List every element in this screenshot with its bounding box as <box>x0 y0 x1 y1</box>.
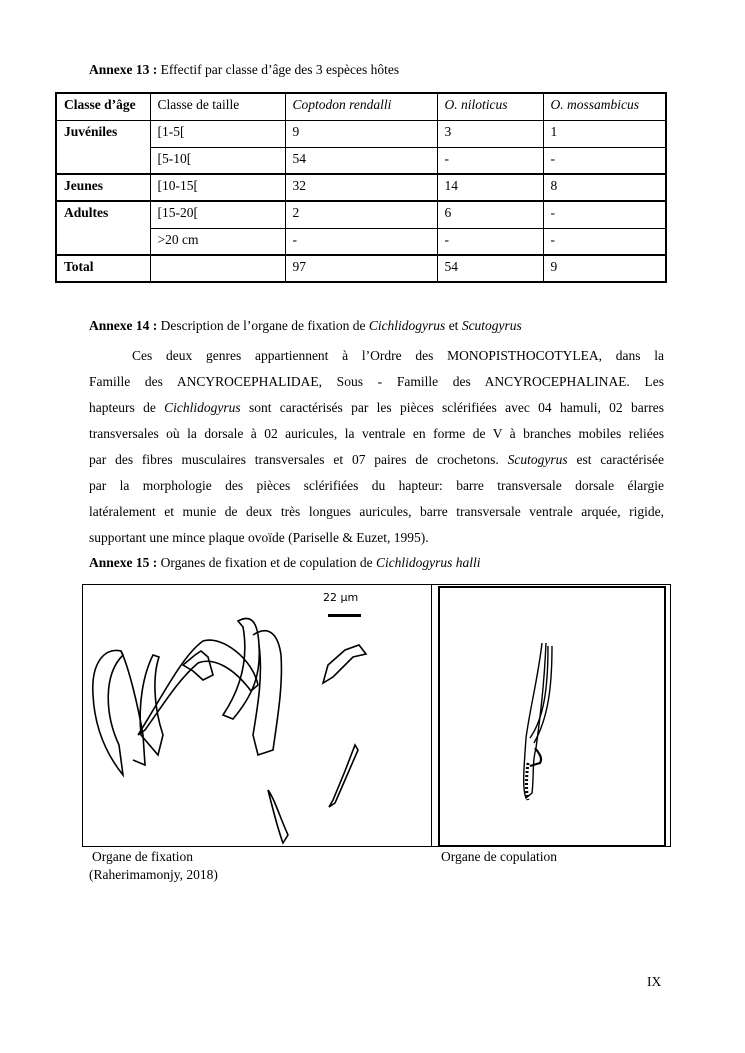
table-header-row <box>56 93 666 120</box>
size-cell: >20 cm <box>150 228 285 255</box>
annexe-label: Annexe 15 : <box>89 555 158 570</box>
age-cell: Juvéniles <box>56 120 150 174</box>
value-cell: - <box>285 228 437 255</box>
text: supportant une mince plaque ovoïde (Pariselle & Euzet, 1995). <box>89 530 429 545</box>
value-cell: 1 <box>543 120 666 147</box>
age-cell: Jeunes <box>56 174 150 201</box>
text: latéralement et munie de deux très longues auricules, barre transversale ventrale arquée, rigide, <box>89 504 664 519</box>
table-total-row <box>56 255 666 282</box>
size-cell: [1-5[ <box>150 120 285 147</box>
caption-fixation: Organe de fixation <box>92 849 193 864</box>
paragraph-line <box>89 397 664 423</box>
paragraph-line <box>89 475 664 501</box>
header-cell: Classe de taille <box>150 93 285 120</box>
size-cell: [10-15[ <box>150 174 285 201</box>
header-cell: Classe d’âge <box>56 93 150 120</box>
size-cell <box>150 255 285 282</box>
value-cell: 6 <box>437 201 543 228</box>
value-cell: 97 <box>285 255 437 282</box>
text: Famille des ANCYROCEPHALIDAE, Sous - Famille des ANCYROCEPHALINAE. Les <box>89 374 664 389</box>
annexe13-heading <box>89 62 399 78</box>
genus-name: Cichlidogyrus <box>164 400 241 415</box>
value-cell: 9 <box>543 255 666 282</box>
value-cell: - <box>543 201 666 228</box>
text: Ces deux genres appartiennent à l’Ordre des MONOPISTHOCOTYLEA, dans la <box>132 348 664 363</box>
value-cell: - <box>437 147 543 174</box>
header-cell: O. niloticus <box>437 93 543 120</box>
heading-genus: Scutogyrus <box>461 318 522 333</box>
copulation-organ-drawing <box>438 586 666 847</box>
genus-name: Scutogyrus <box>507 452 568 467</box>
paragraph-line <box>89 449 664 475</box>
header-cell: O. mossambicus <box>543 93 666 120</box>
annexe-label: Annexe 13 : <box>89 62 158 77</box>
value-cell: 3 <box>437 120 543 147</box>
heading-text: Organes de fixation et de copulation de <box>157 555 376 570</box>
table-row <box>56 174 666 201</box>
paragraph-line <box>89 423 664 449</box>
size-cell: [5-10[ <box>150 147 285 174</box>
value-cell: 14 <box>437 174 543 201</box>
fixation-organ-drawing <box>83 585 432 846</box>
age-cell: Adultes <box>56 201 150 255</box>
text: par des fibres musculaires transversales et 07 paires de crochetons. <box>89 452 508 467</box>
text: transversales où la dorsale à 02 auricules, la ventrale en forme de V à branches mobiles reliées <box>89 426 664 441</box>
text: par la morphologie des pièces sclérifiées du hapteur: barre transversale dorsale élargie <box>89 478 664 493</box>
value-cell: - <box>543 228 666 255</box>
paragraph-line <box>89 345 664 371</box>
value-cell: 2 <box>285 201 437 228</box>
caption-copulation: Organe de copulation <box>441 849 557 864</box>
heading-genus: Cichlidogyrus <box>368 318 446 333</box>
annexe15-heading <box>89 555 481 571</box>
value-cell: 54 <box>437 255 543 282</box>
value-cell: 54 <box>285 147 437 174</box>
text: sont caractérisés par les pièces sclérifiées avec 04 hamuli, 02 barres <box>240 400 664 415</box>
paragraph-line <box>89 527 664 553</box>
table-row <box>56 120 666 147</box>
value-cell: 8 <box>543 174 666 201</box>
age-cell: Total <box>56 255 150 282</box>
annexe14-heading <box>89 318 522 334</box>
annexe-label: Annexe 14 : <box>89 318 158 333</box>
heading-text: Description de l’organe de fixation de <box>157 318 369 333</box>
page-number: IX <box>647 974 662 989</box>
value-cell: 32 <box>285 174 437 201</box>
table-row <box>56 201 666 228</box>
value-cell: 9 <box>285 120 437 147</box>
value-cell: - <box>543 147 666 174</box>
copulatory-organ-illustration <box>440 588 664 845</box>
description-paragraph <box>89 345 664 553</box>
paragraph-line <box>89 371 664 397</box>
heading-text: et <box>445 318 462 333</box>
header-cell: Coptodon rendalli <box>285 93 437 120</box>
figure-frame <box>82 584 671 847</box>
annexe-title: Effectif par classe d’âge des 3 espèces hôtes <box>157 62 400 77</box>
heading-species: Cichlidogyrus halli <box>375 555 481 570</box>
value-cell: - <box>437 228 543 255</box>
caption-source: (Raherimamonjy, 2018) <box>89 867 218 882</box>
text: hapteurs de <box>89 400 165 415</box>
text: est caractérisée <box>567 452 665 467</box>
size-cell: [15-20[ <box>150 201 285 228</box>
paragraph-line <box>89 501 664 527</box>
age-class-table <box>55 92 667 283</box>
scale-bar-label: 22 µm <box>323 591 359 604</box>
hamuli-illustration <box>83 585 431 846</box>
